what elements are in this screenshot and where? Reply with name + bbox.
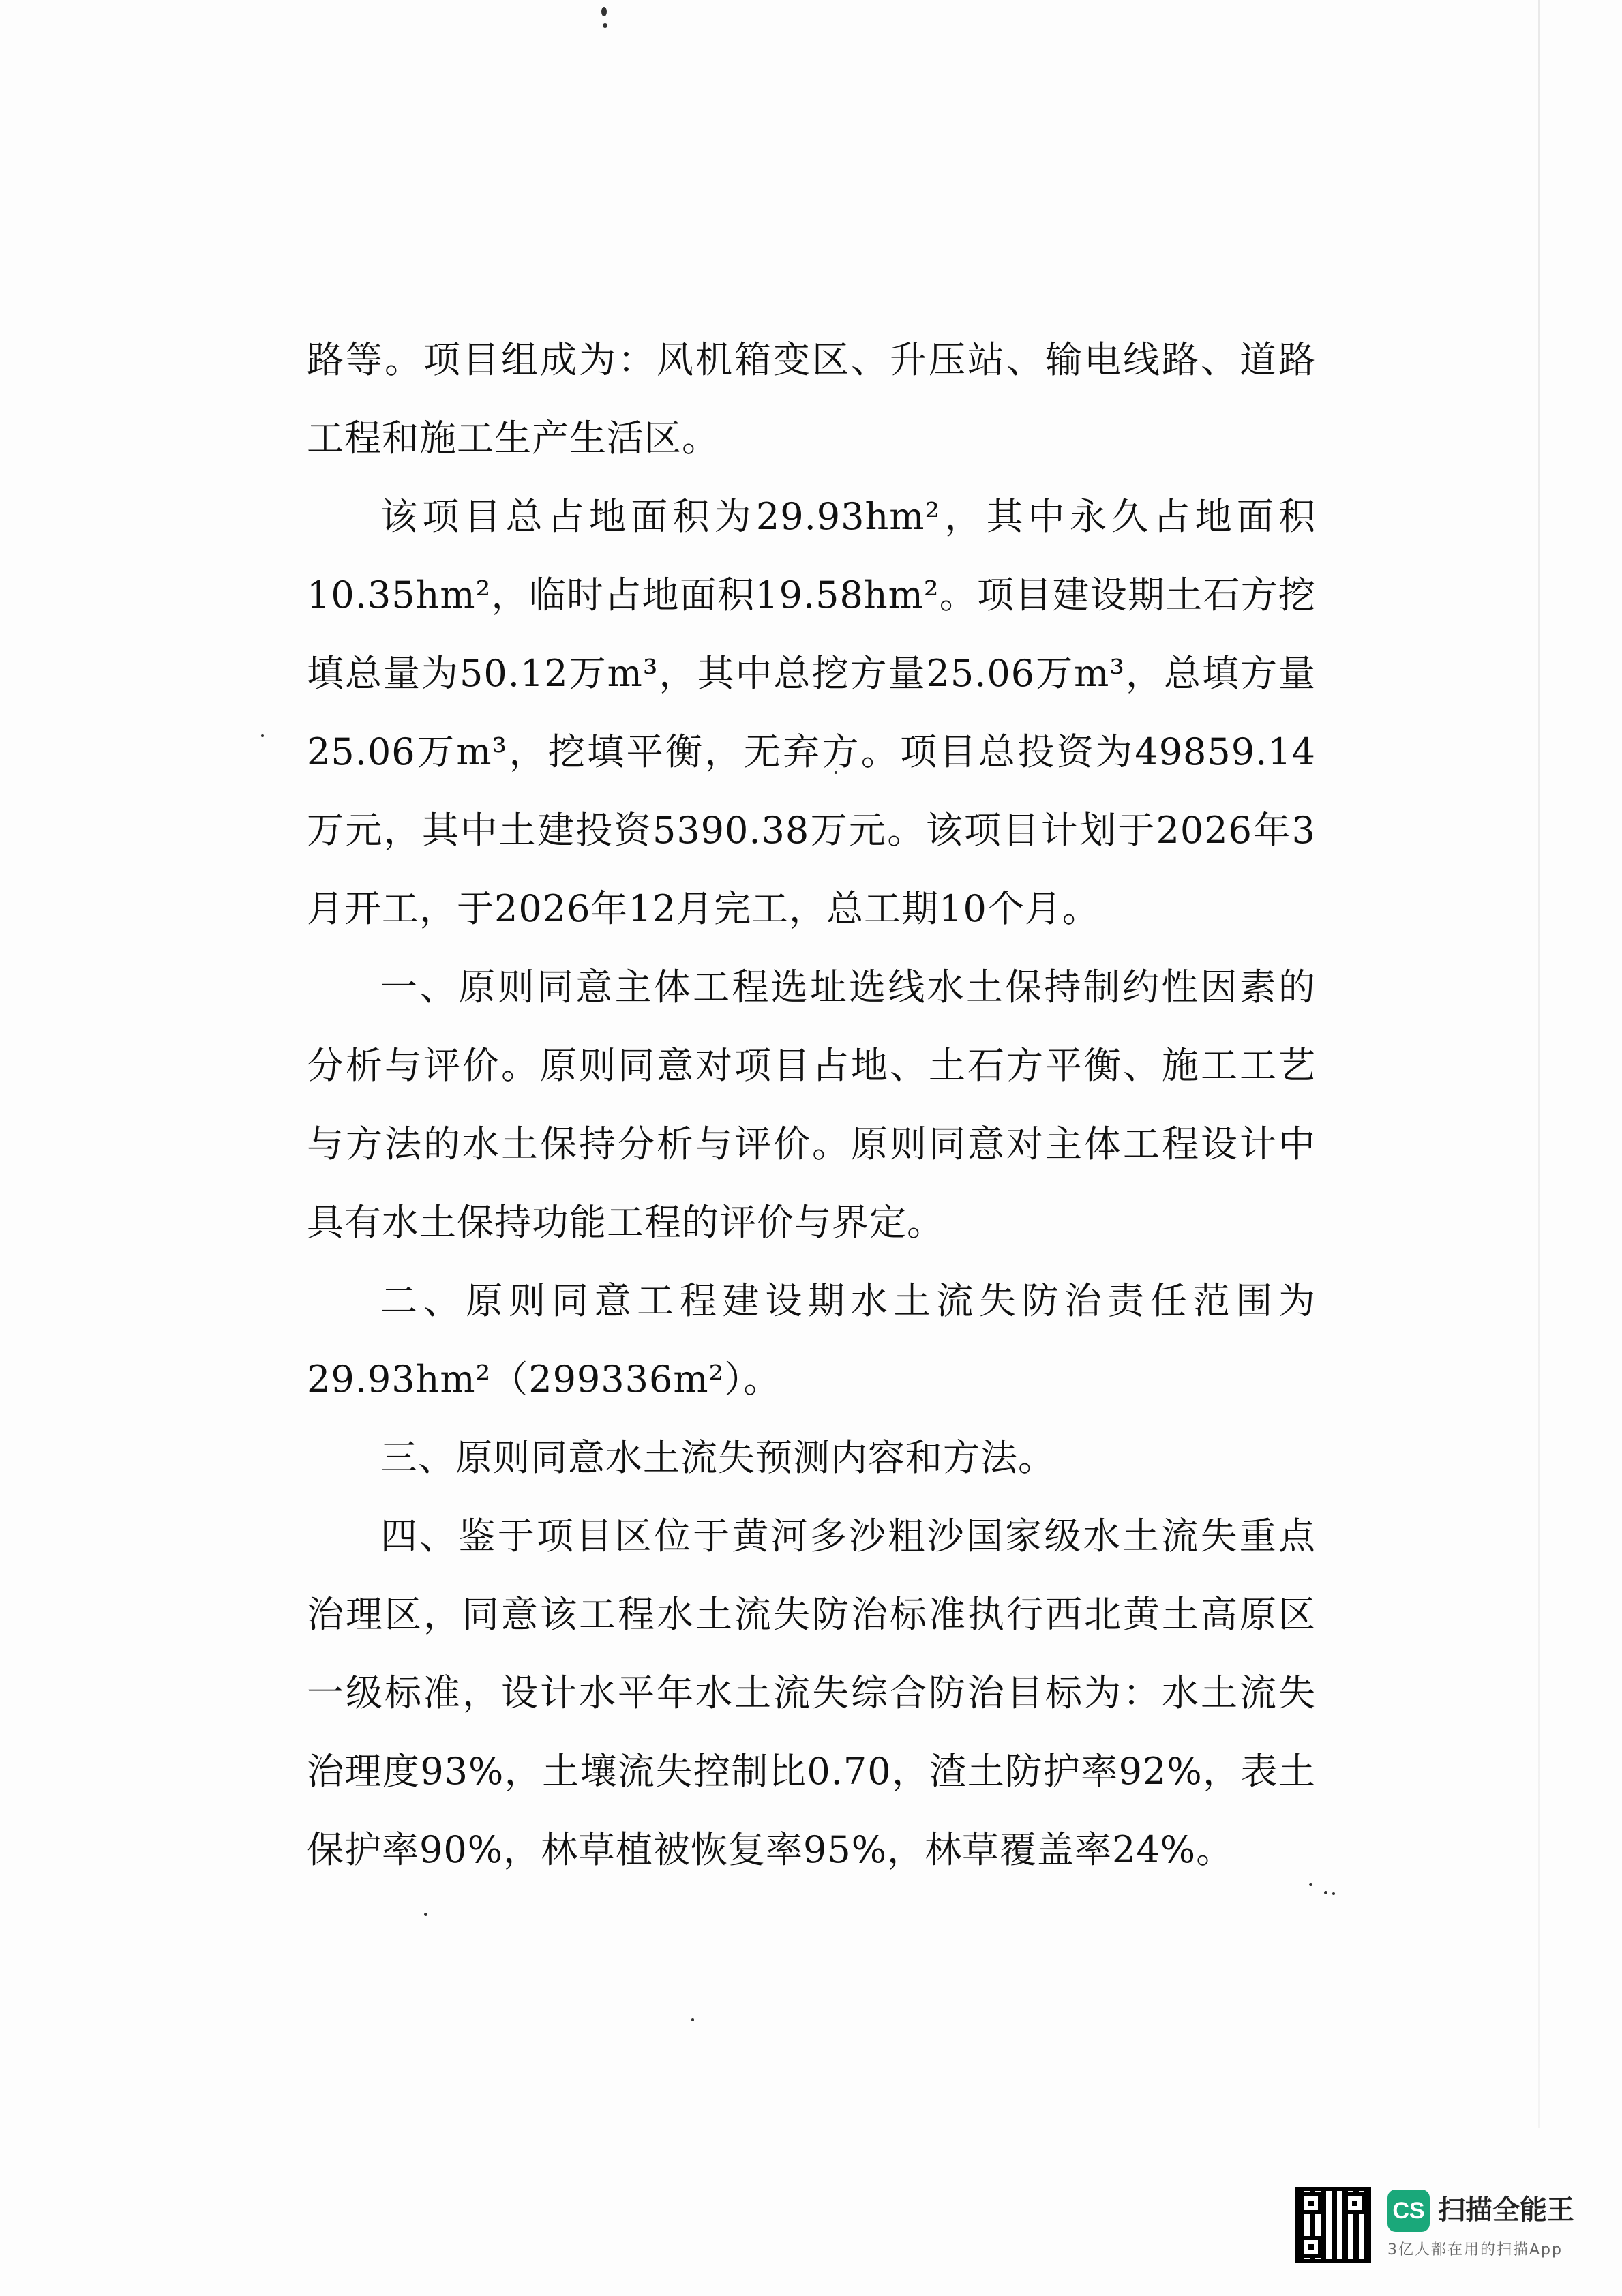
paragraph-project-overview: 该项目总占地面积为29.93hm²，其中永久占地面积10.35hm²，临时占地面积19.58hm²。项目建设期土石方挖填总量为50.12万m³，其中总挖方量25.06万m³，总填方量25.06万m³，挖填平衡，无弃方。项目总投资为49859.14万元，其中土建投资5390.38万元。该项目计划于2026年3月开工，于2026年12月完工，总工期10个月。 bbox=[307, 495, 1316, 930]
scanner-brand-name: 扫描全能王 bbox=[1438, 2194, 1574, 2226]
document-body bbox=[307, 320, 1316, 1889]
camscanner-logo-icon: CS bbox=[1387, 2190, 1430, 2232]
paragraph-opinion-three: 三、原则同意水土流失预测内容和方法。 bbox=[380, 1436, 1055, 1479]
scan-speck bbox=[601, 7, 607, 16]
qr-code-icon bbox=[1295, 2187, 1371, 2263]
scanner-watermark bbox=[1295, 2187, 1595, 2269]
scanner-tagline: 3亿人都在用的扫描App bbox=[1387, 2241, 1563, 2258]
scan-speck bbox=[1332, 1892, 1335, 1895]
scan-speck bbox=[261, 734, 264, 737]
scan-speck bbox=[1324, 1891, 1327, 1894]
scan-speck bbox=[424, 1913, 427, 1916]
paragraph-project-composition: 路等。项目组成为：风机箱变区、升压站、输电线路、道路工程和施工生产生活区。 bbox=[307, 338, 1316, 460]
paragraph-opinion-two: 二、原则同意工程建设期水土流失防治责任范围为29.93hm²（299336m²）。 bbox=[307, 1279, 1316, 1401]
scan-speck bbox=[691, 2018, 694, 2021]
paragraph-opinion-four: 四、鉴于项目区位于黄河多沙粗沙国家级水土流失重点治理区，同意该工程水土流失防治标准执行西北黄土高原区一级标准，设计水平年水土流失综合防治目标为：水土流失治理度93%，土壤流失控制比0.70，渣土防护率92%，表土保护率90%，林草植被恢复率95%，林草覆盖率24%。 bbox=[307, 1515, 1316, 1871]
scan-speck bbox=[603, 23, 607, 28]
paragraph-opinion-one: 一、原则同意主体工程选址选线水土保持制约性因素的分析与评价。原则同意对项目占地、土石方平衡、施工工艺与方法的水土保持分析与评价。原则同意对主体工程设计中具有水土保持功能工程的评价与界定。 bbox=[307, 966, 1316, 1244]
scan-edge-shadow bbox=[1538, 0, 1540, 2128]
